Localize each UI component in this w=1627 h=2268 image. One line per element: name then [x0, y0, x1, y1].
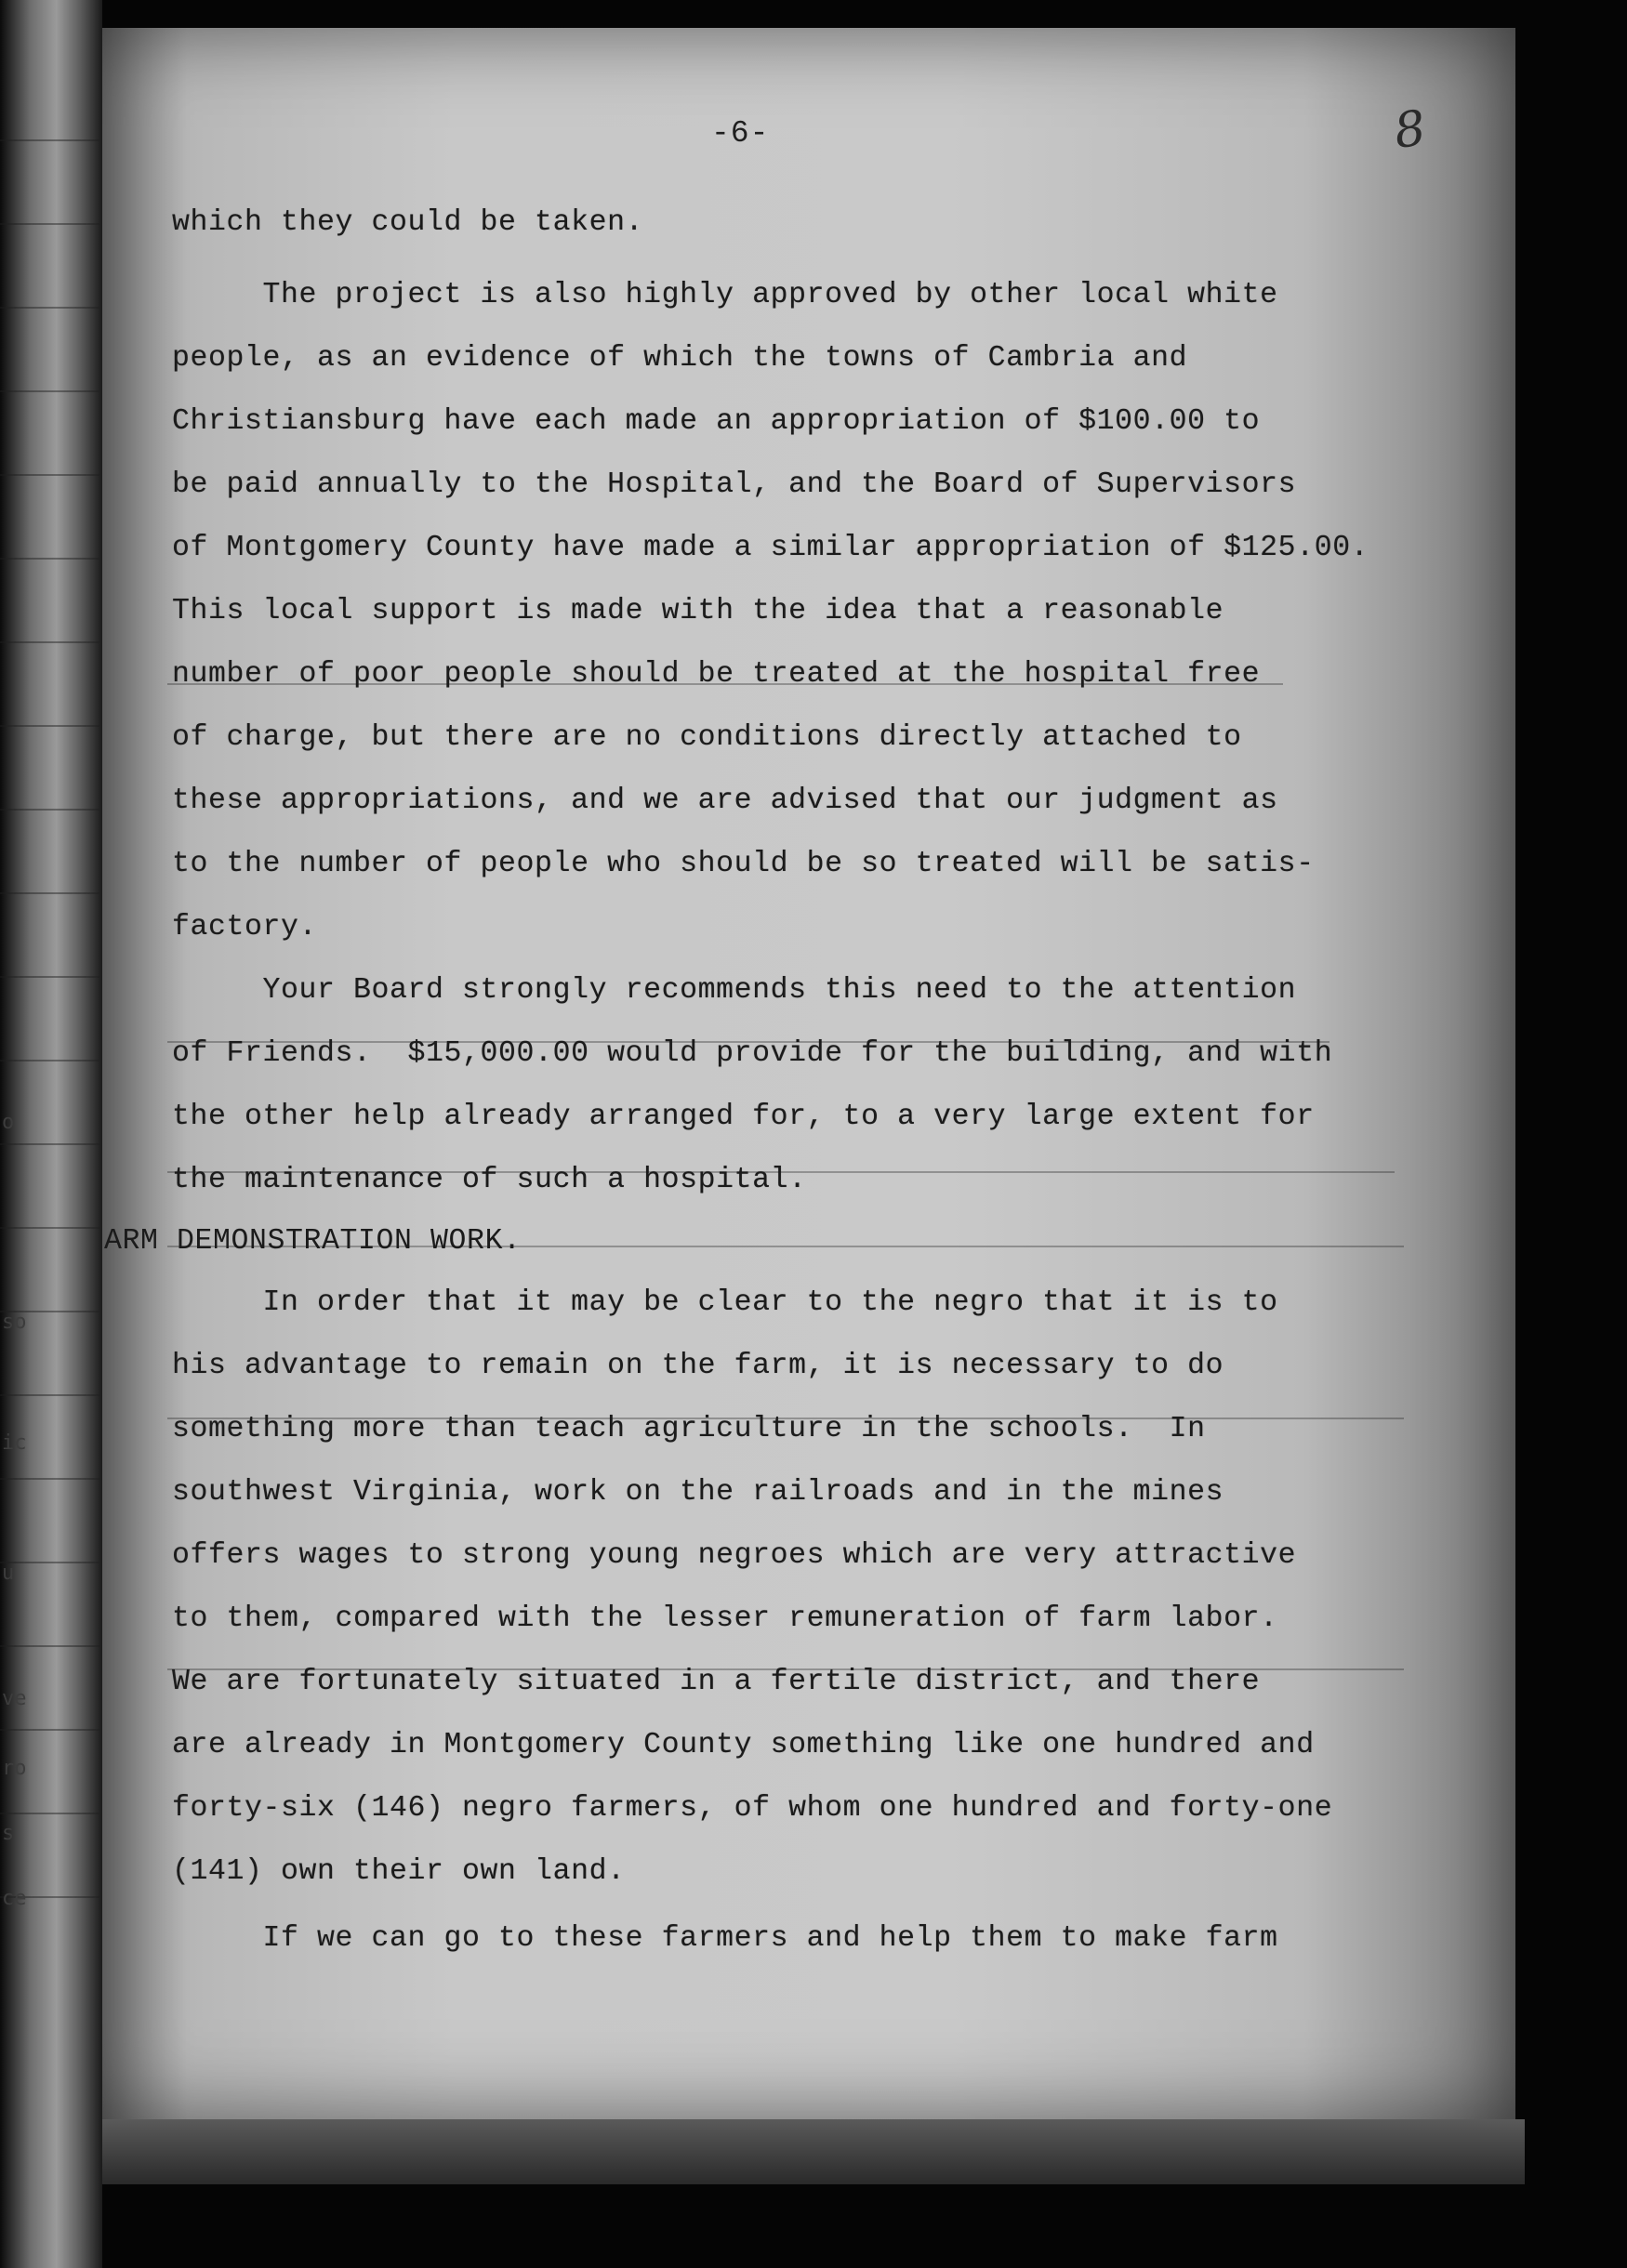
body-line: to the number of people who should be so treated will be satis- [172, 848, 1315, 880]
body-line: Christiansburg have each made an appropriation of $100.00 to [172, 405, 1261, 438]
body-line: be paid annually to the Hospital, and the Board of Supervisors [172, 468, 1297, 501]
margin-fragment: so [2, 1311, 27, 1334]
body-line: are already in Montgomery County something like one hundred and [172, 1729, 1315, 1761]
margin-fragment: ro [2, 1757, 27, 1780]
body-line: southwest Virginia, work on the railroads and in the mines [172, 1476, 1224, 1509]
body-line: Your Board strongly recommends this need to the attention [172, 974, 1297, 1007]
body-line: of charge, but there are no conditions directly attached to [172, 721, 1242, 754]
body-line: of Montgomery County have made a similar appropriation of $125.00. [172, 532, 1369, 564]
body-line: If we can go to these farmers and help them to make farm [172, 1922, 1278, 1955]
margin-fragment: ic [2, 1431, 27, 1455]
body-line: something more than teach agriculture in the schools. In [172, 1413, 1206, 1445]
body-line: which they could be taken. [172, 206, 644, 239]
body-line: The project is also highly approved by other local white [172, 279, 1278, 311]
margin-fragment: ve [2, 1687, 27, 1710]
body-line: In order that it may be clear to the negro that it is to [172, 1286, 1278, 1319]
body-line: forty-six (146) negro farmers, of whom one hundred and forty-one [172, 1792, 1333, 1825]
body-line: (141) own their own land. [172, 1855, 626, 1888]
body-line: the maintenance of such a hospital. [172, 1164, 807, 1196]
margin-fragment: ce [2, 1887, 27, 1910]
body-line: these appropriations, and we are advised that our judgment as [172, 785, 1278, 817]
margin-fragment: o [2, 1111, 15, 1134]
body-line: to them, compared with the lesser remuneration of farm labor. [172, 1602, 1278, 1635]
handwritten-folio-number: 8 [1390, 99, 1430, 161]
margin-fragment: u [2, 1562, 15, 1585]
body-line: factory. [172, 911, 318, 943]
section-heading: ARM DEMONSTRATION WORK. [104, 1225, 522, 1258]
margin-fragment: s [2, 1822, 15, 1845]
body-line: the other help already arranged for, to a very large extent for [172, 1101, 1315, 1133]
body-line: of Friends. $15,000.00 would provide for the building, and with [172, 1037, 1333, 1070]
body-line: We are fortunately situated in a fertile district, and there [172, 1666, 1261, 1698]
body-line: This local support is made with the idea that a reasonable [172, 595, 1224, 627]
body-line: people, as an evidence of which the towns of Cambria and [172, 342, 1188, 375]
page-number: -6- [711, 116, 770, 151]
body-line: offers wages to strong young negroes which are very attractive [172, 1539, 1297, 1572]
body-line: number of poor people should be treated at the hospital free [172, 658, 1261, 691]
body-line: his advantage to remain on the farm, it is necessary to do [172, 1350, 1224, 1382]
